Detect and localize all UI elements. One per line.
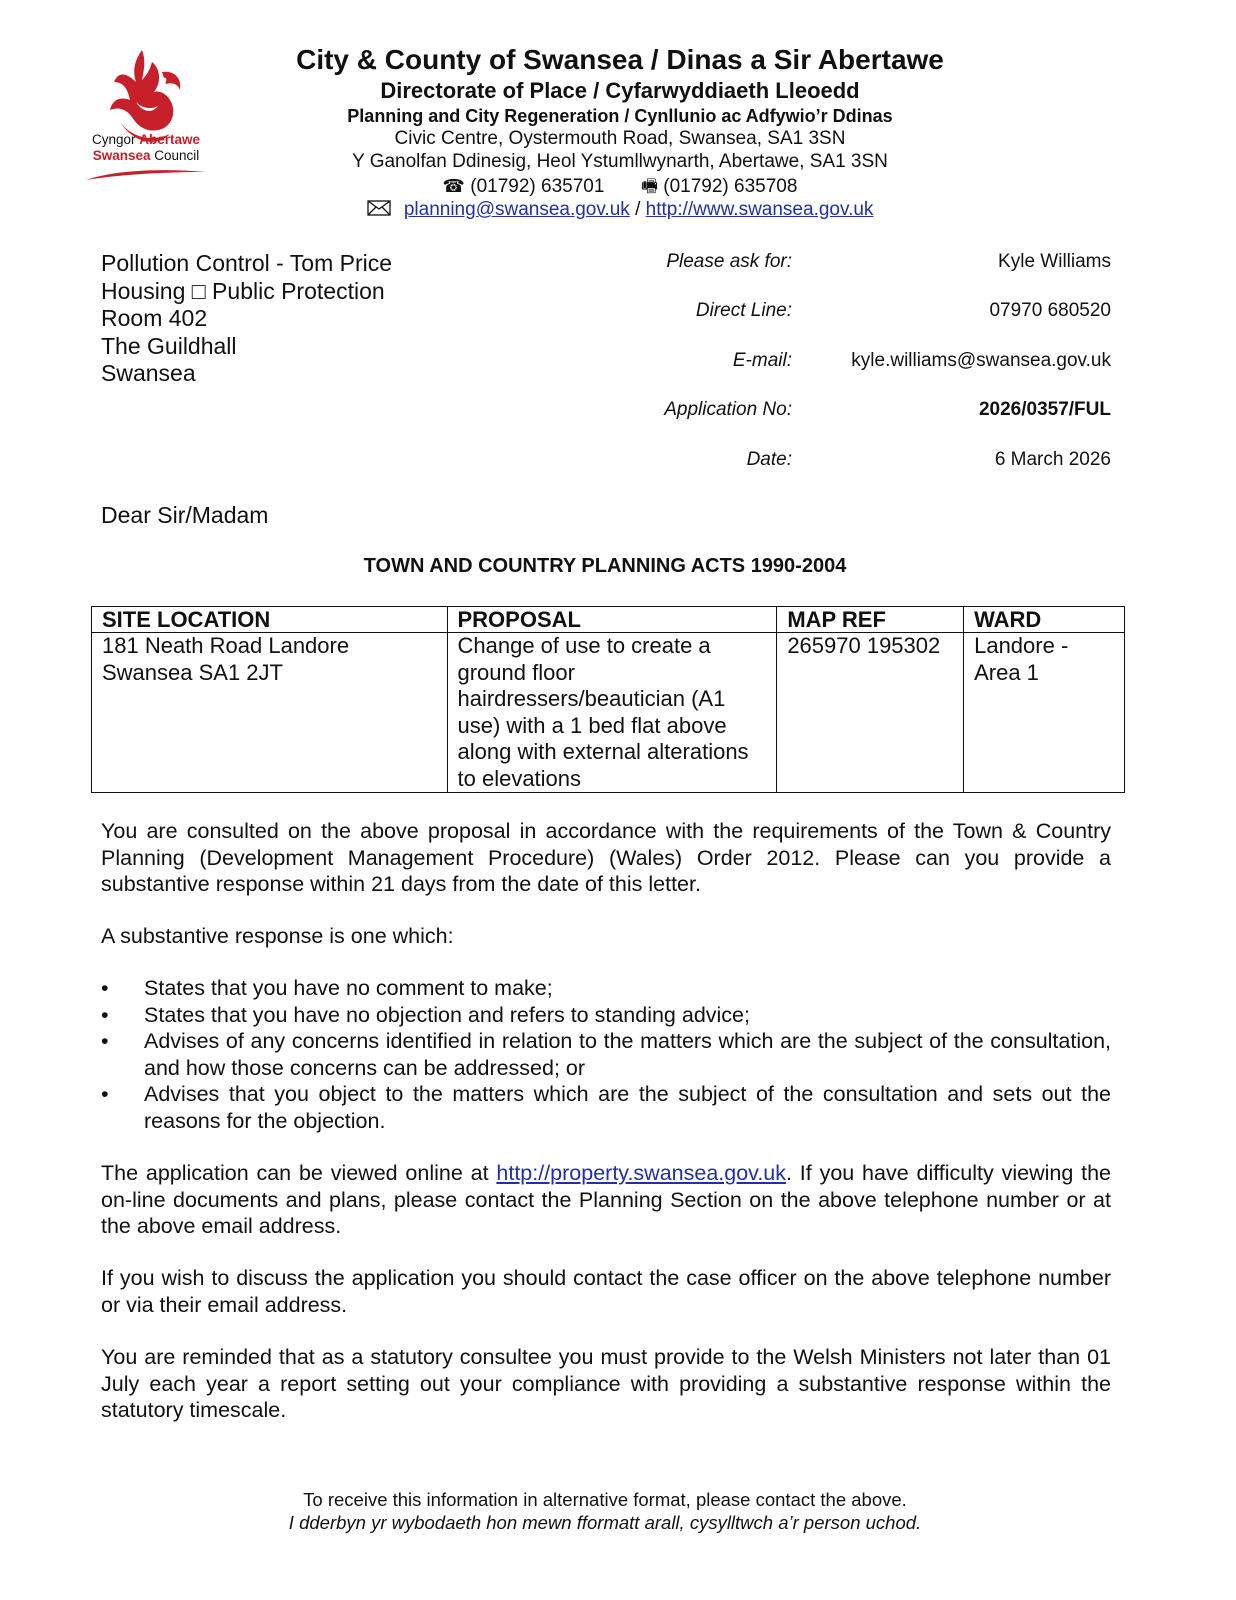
recipient-line: Room 402 — [101, 305, 208, 331]
statutory-reminder-paragraph: You are reminded that as a statutory consultee you must provide to the Welsh Ministers not later than 01 July each year a report setting out your compliance with providing a substantive response within the statutory timescale. — [101, 1345, 1111, 1422]
logo-text-council: Council — [150, 148, 200, 163]
logo-text-swansea: Swansea — [92, 148, 151, 163]
telephone-icon: ☎ — [442, 176, 465, 196]
bullet-icon: • — [101, 1029, 109, 1053]
column-header: SITE LOCATION — [92, 607, 448, 633]
list-item — [101, 1028, 1111, 1081]
contact-links — [250, 199, 990, 221]
direct-line-label: Direct Line: — [695, 300, 792, 321]
logo-text-cyngor: Cyngor — [91, 132, 140, 147]
list-item-text: States that you have no objection and refers to standing advice; — [144, 1002, 750, 1027]
list-item-text: States that you have no comment to make; — [144, 976, 553, 1000]
fax-number: (01792) 635708 — [663, 176, 798, 197]
case-officer-paragraph: If you wish to discuss the application you should contact the case officer on the above telephone number or via their email address. — [101, 1266, 1111, 1317]
table-row — [92, 633, 1125, 793]
list-item-text: Advises that you object to the matters which are the subject of the consultation and sets out the reasons for the objection. — [144, 1082, 1111, 1133]
list-item — [101, 1081, 1111, 1134]
property-portal-link[interactable]: http://property.swansea.gov.uk — [496, 1161, 787, 1185]
ward-cell: Landore - Area 1 — [964, 633, 1125, 793]
bullet-icon: • — [101, 1002, 109, 1027]
email-value: kyle.williams@swansea.gov.uk — [851, 350, 1111, 371]
acts-heading: TOWN AND COUNTRY PLANNING ACTS 1990-2004 — [363, 555, 847, 577]
column-header: WARD — [964, 607, 1125, 633]
ask-for-value: Kyle Williams — [998, 251, 1111, 272]
council-title: City & County of Swansea / Dinas a Sir Abertawe — [296, 44, 944, 75]
footer-welsh: I dderbyn yr wybodaeth hon mewn fformatt arall, cysylltwch a’r person uchod. — [288, 1512, 922, 1533]
list-item-text: Advises of any concerns identified in relation to the matters which are the subject of the consultation, and how those concerns can be addressed; or — [144, 1029, 1111, 1080]
address-english: Civic Centre, Oystermouth Road, Swansea, SA1 3SN — [394, 128, 846, 149]
ask-for-label: Please ask for: — [666, 251, 792, 272]
department-title: Planning and City Regeneration / Cynllunio ac Adfywio’r Ddinas — [347, 106, 893, 126]
date-label: Date: — [746, 449, 792, 470]
recipient-line: Housing □ Public Protection — [101, 277, 385, 304]
list-item — [101, 1002, 1111, 1029]
table-header-row — [92, 607, 1125, 633]
online-viewing-paragraph — [101, 1160, 1111, 1240]
column-header: PROPOSAL — [447, 607, 777, 633]
application-no-value: 2026/0357/FUL — [978, 399, 1111, 420]
direct-line-value: 07970 680520 — [989, 300, 1111, 321]
phone-number: (01792) 635701 — [470, 176, 605, 197]
list-item — [101, 975, 1111, 1002]
fax-icon: 🖷 — [640, 176, 658, 196]
online-text-before: The application can be viewed online at — [101, 1161, 497, 1185]
application-details-table — [91, 606, 1125, 793]
column-header: MAP REF — [777, 607, 964, 633]
envelope-icon — [367, 200, 391, 216]
site-location-cell: 181 Neath Road Landore Swansea SA1 2JT — [92, 633, 448, 793]
bullet-icon: • — [101, 1082, 109, 1106]
recipient-line: The Guildhall — [101, 332, 237, 359]
salutation: Dear Sir/Madam — [101, 502, 269, 528]
recipient-line: Pollution Control - Tom Price — [101, 250, 393, 276]
footer-english: To receive this information in alternative format, please contact the above. — [303, 1489, 907, 1510]
planning-email-link[interactable]: planning@swansea.gov.uk — [403, 199, 630, 220]
logo-swoosh-icon — [84, 166, 208, 182]
substantive-response-intro: A substantive response is one which: — [101, 924, 454, 948]
date-value: 6 March 2026 — [994, 449, 1111, 470]
online-text-after: . If you have difficulty viewing the on-line documents and plans, please contact the Planning Section on the above telephone number or at the above email address. — [101, 1161, 1111, 1238]
directorate-title: Directorate of Place / Cyfarwyddiaeth Lleoedd — [380, 78, 860, 103]
map-ref-cell: 265970 195302 — [777, 633, 964, 793]
proposal-cell: Change of use to create a ground floor hairdressers/beautician (A1 use) with a 1 bed flat above along with external alterations to elevations — [447, 633, 777, 793]
email-label: E-mail: — [732, 350, 792, 371]
address-welsh: Y Ganolfan Ddinesig, Heol Ystumllwynarth, Abertawe, SA1 3SN — [352, 151, 888, 172]
website-link[interactable]: http://www.swansea.gov.uk — [645, 199, 874, 220]
logo-text-abertawe: Abertawe — [139, 132, 201, 147]
bullet-icon: • — [101, 976, 109, 1000]
council-logo — [80, 42, 210, 192]
recipient-line: Swansea — [101, 360, 196, 386]
link-separator: / — [635, 199, 641, 220]
application-no-label: Application No: — [664, 399, 792, 420]
consultation-paragraph: You are consulted on the above proposal in accordance with the requirements of the Town & Country Planning (Development Management Procedure) (Wales) Order 2012. Please can you provide a substantive response within 21 days from the date of this letter. — [101, 819, 1111, 896]
recipient-address — [101, 250, 392, 388]
